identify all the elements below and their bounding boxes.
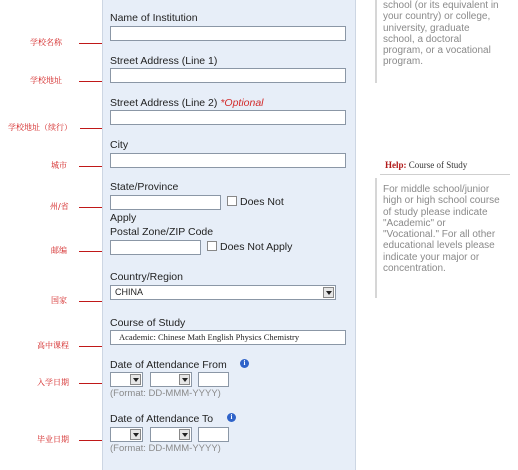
course-input[interactable]: Academic: Chinese Math English Physics Chemistry (110, 330, 346, 345)
help-title-text: Course of Study (408, 160, 468, 170)
chevron-down-icon[interactable] (130, 429, 141, 440)
state-does-not-apply-checkbox[interactable] (227, 196, 237, 206)
date-from-day-select[interactable] (110, 372, 143, 387)
help-title (385, 160, 467, 170)
date-to-month-select[interactable] (150, 427, 192, 442)
state-label: State/Province (110, 181, 179, 193)
date-to-year-input[interactable] (198, 427, 229, 442)
city-label: City (110, 139, 129, 151)
street2-label (110, 97, 264, 109)
help-divider (380, 174, 510, 175)
info-icon[interactable]: i (227, 413, 236, 422)
postal-does-not-apply-checkbox[interactable] (207, 241, 217, 251)
annotation-city: 城市 (51, 161, 67, 170)
chevron-down-icon[interactable] (179, 429, 190, 440)
annotation-postal: 邮编 (51, 246, 67, 255)
postal-label: Postal Zone/ZIP Code (110, 226, 214, 238)
date-from-label (110, 359, 227, 371)
course-label: Course of Study (110, 317, 186, 329)
city-input[interactable] (110, 153, 346, 168)
annotation-state: 州/省 (50, 202, 69, 211)
annotation-country: 国家 (51, 296, 67, 305)
annotation-institution: 学校名称 (30, 38, 62, 47)
side-description: school (or its equivalent in your country) or college, university, graduate school, a doctoral program, or a vocational program. (383, 0, 499, 68)
state-input[interactable] (110, 195, 221, 210)
date-from-month-select[interactable] (150, 372, 192, 387)
chevron-down-icon[interactable] (130, 374, 141, 385)
date-from-label-text: Date of Attendance From (110, 359, 227, 371)
annotation-date-to: 毕业日期 (37, 435, 69, 444)
chevron-down-icon[interactable] (179, 374, 190, 385)
info-icon[interactable]: i (240, 359, 249, 368)
help-body: For middle school/junior high or high school course of study please indicate "Academic" or "Vocational." For all other educational levels please indicate your major or concentration. (383, 184, 500, 275)
country-label: Country/Region (110, 271, 183, 283)
annotation-course: 高中课程 (37, 341, 69, 350)
help-title-prefix: Help: (385, 160, 407, 170)
side-rule-help (375, 178, 377, 298)
state-apply-label: Apply (110, 212, 137, 224)
annotation-street2: 学校地址（续行） (8, 123, 72, 132)
postal-input[interactable] (110, 240, 201, 255)
annotation-date-from: 入学日期 (37, 378, 69, 387)
chevron-down-icon[interactable] (323, 287, 334, 298)
street2-input[interactable] (110, 110, 346, 125)
date-to-label (110, 413, 213, 425)
date-from-format-hint: (Format: DD-MMM-YYYY) (110, 388, 221, 399)
date-from-year-input[interactable] (198, 372, 229, 387)
country-select[interactable] (110, 285, 336, 300)
date-to-day-select[interactable] (110, 427, 143, 442)
date-to-format-hint: (Format: DD-MMM-YYYY) (110, 443, 221, 454)
side-rule-top (375, 0, 377, 83)
postal-does-not-apply-label: Does Not Apply (220, 241, 293, 253)
date-to-label-text: Date of Attendance To (110, 413, 214, 425)
institution-input[interactable] (110, 26, 346, 41)
optional-note: *Optional (220, 97, 264, 109)
country-select-value: CHINA (115, 287, 144, 297)
street1-input[interactable] (110, 68, 346, 83)
state-does-not-label: Does Not (240, 196, 284, 208)
institution-label: Name of Institution (110, 12, 198, 24)
annotation-street1: 学校地址 (30, 76, 62, 85)
street2-label-text: Street Address (Line 2) (110, 97, 218, 109)
street1-label: Street Address (Line 1) (110, 55, 218, 67)
